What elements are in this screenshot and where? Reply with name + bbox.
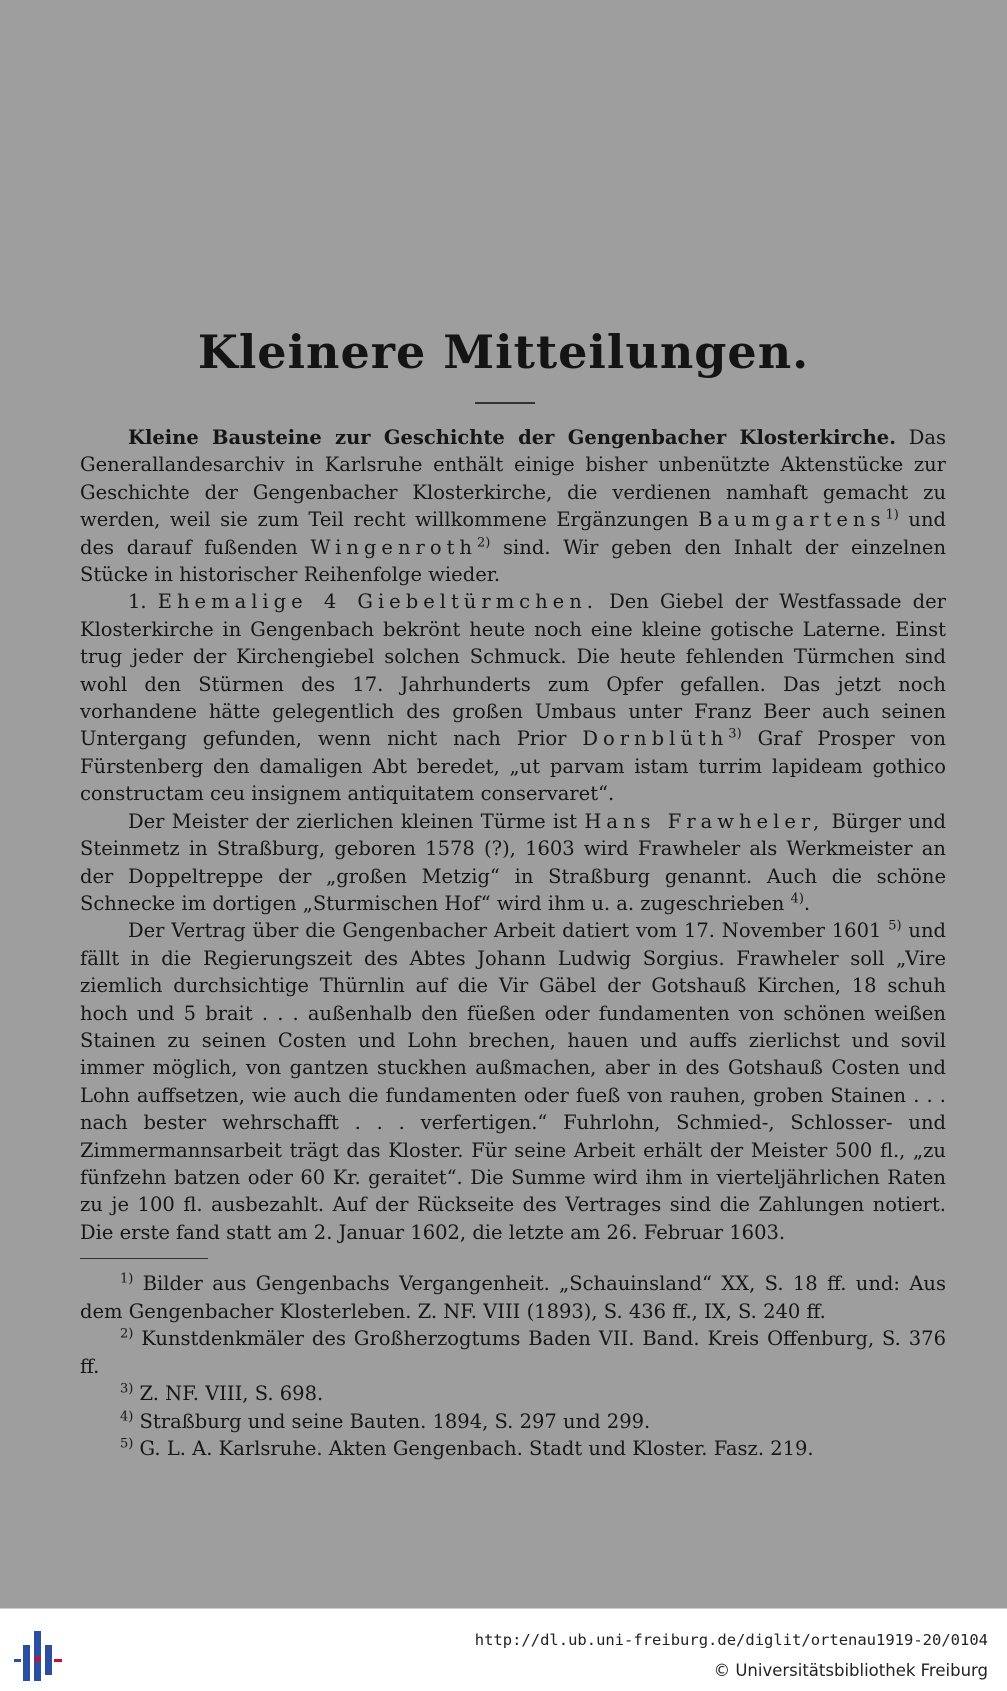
footnote-text: G. L. A. Karlsruhe. Akten Gengenbach. Stadt und Kloster. Fasz. 219.: [139, 1437, 814, 1460]
copyright-notice: © Universitätsbibliothek Freiburg: [713, 1661, 988, 1680]
title-divider: [475, 402, 535, 404]
footnote-item: [80, 1408, 946, 1436]
contract-text-1: Der Vertrag über die Gengenbacher Arbeit datiert vom 17. November 1601: [128, 919, 882, 943]
page-title: Kleinere Mitteilungen.: [197, 325, 810, 379]
article-heading: Kleine Bausteine zur Geschichte der Gengenbacher Klosterkirche.: [128, 426, 896, 449]
master-text-end: .: [803, 891, 811, 915]
section-1-number: 1.: [128, 590, 147, 614]
footnote-text: Kunstdenkmäler des Großherzogtums Baden VII. Band. Kreis Offenburg, S. 376 ff.: [80, 1327, 946, 1378]
footnotes: [80, 1270, 946, 1463]
footnote-item: [80, 1435, 946, 1463]
intro-text-3: sind. Wir geben den Inhalt der einzelnen Stücke in historischer Reihenfolge wieder.: [80, 535, 947, 587]
section-1-paragraph: [80, 588, 946, 807]
footnote-ref-5: 5): [888, 918, 902, 934]
article-intro-paragraph: [80, 424, 946, 588]
footnote-text: Straßburg und seine Bauten. 1894, S. 297 und 299.: [139, 1409, 651, 1433]
contract-text-2: und fällt in die Regierungszeit des Abtes Johann Ludwig Sorgius. Frawheler soll „Vire ziemlich durchsichtige Thürnlin auf die Vir Gäbel der Gotshauß Kirchen, 18 schuh hoch und 5 brait . . . außenhalb den füeßen oder fundamenten von schönen weißen Stainen zu seinen Costen und Lohn brechen, hauen und auffs zierlichst und sovil immer möglich, von gantzen stuckhen außmachen, aber in des Gotshauß Costen und Lohn auffsetzen, wie auch die fundamenten oder fueß von rauhen, groben Stainen . . . nach bester wehrschafft . . . verfertigen.“ Fuhrlohn, Schmied-, Schlosser- und Zimmermannsarbeit trägt das Kloster. Für seine Arbeit erhält der Meister 500 fl., „zu fünfzehn batzen oder 60 Kr. geraitet“. Die Summe wird ihm in vierteljährlichen Raten zu je 100 fl. ausbezahlt. Auf der Rückseite des Vertrages sind die Zahlungen notiert. Die erste fand statt am 2. Januar 1602, die letzte am 26. Februar 1603.: [80, 919, 947, 1244]
footnote-ref-1: 1): [885, 507, 899, 523]
viewer-footer: [0, 1608, 1007, 1691]
footnote-text: Bilder aus Gengenbachs Vergangenheit. „Schauinsland“ XX, S. 18 ff. und: Aus dem Gengenbacher Klosterleben. Z. NF. VIII (1893), S. 436 ff., IX, S. 240 ff.: [80, 1272, 946, 1323]
footnote-ref-3: 3): [728, 726, 742, 742]
footnote-item: [80, 1325, 946, 1380]
footnote-item: [80, 1380, 946, 1408]
footnote-mark: 3): [120, 1381, 134, 1397]
master-paragraph: [80, 808, 946, 918]
contract-paragraph: [80, 917, 946, 1246]
master-text-1: Der Meister der zierlichen kleinen Türme ist: [128, 809, 577, 833]
intro-text-2: und des darauf fußenden: [80, 508, 946, 559]
permalink-url[interactable]: http://dl.ub.uni-freiburg.de/diglit/ortenau1919-20/0104: [474, 1631, 988, 1649]
footnote-mark: 2): [120, 1326, 134, 1342]
footnote-mark: 5): [120, 1436, 134, 1452]
article-body: [80, 424, 946, 1246]
master-text-2: Bürger und Steinmetz in Straßburg, geboren 1578 (?), 1603 wird Frawheler als Werkmeister an der Doppeltreppe der „großen Metzig“ in Straßburg genannt. Auch die schöne Schnecke im dortigen „Sturmischen Hof“ wird ihm u. a. zugeschrieben: [80, 809, 947, 915]
section-1-text-2: Graf Prosper von Fürstenberg den damaligen Abt beredet, „ut parvam istam turrim lapideam gothico constructam ceu insignem antiquitatem conservaret“.: [80, 727, 946, 806]
footnote-mark: 1): [120, 1271, 134, 1287]
section-1-heading: Ehemalige 4 Giebeltürmchen.: [157, 590, 598, 614]
footnote-ref-4: 4): [790, 891, 804, 907]
footnote-item: [80, 1270, 946, 1325]
footnote-mark: 4): [120, 1409, 134, 1424]
section-1-text-1: Den Giebel der Westfassade der Klosterkirche in Gengenbach bekrönt heute noch eine kleine gotische Laterne. Einst trug jeder der Kirchengiebel solchen Schmuck. Die heute fehlenden Türmchen sind wohl den Stürmen des 17. Jahrhunderts zum Opfer gefallen. Das jetzt noch vorhandene hätte gelegentlich des großen Umbaus unter Franz Beer auch seinen Untergang gefunden, wenn nicht nach Prior: [80, 590, 947, 751]
footnote-divider: [80, 1258, 208, 1259]
intro-text-1: Das Generallandesarchiv in Karlsruhe enthält einige bisher unbenützte Aktenstücke zur Geschichte der Gengenbacher Klosterkirche, die verdienen namhaft gemacht zu werden, weil sie zum Teil recht willkommene Ergänzungen: [80, 426, 946, 532]
footnote-text: Z. NF. VIII, S. 698.: [139, 1382, 324, 1405]
author-name-wingenroth: Wingenroth: [310, 535, 477, 559]
author-name-dornblueth: Dornblüth: [582, 727, 729, 751]
footnote-ref-2: 2): [476, 535, 491, 551]
ub-freiburg-logo-icon[interactable]: [12, 1629, 64, 1681]
author-name-baumgarten: Baumgartens: [698, 508, 886, 532]
person-name-frawheler: Hans Frawheler,: [584, 809, 825, 833]
